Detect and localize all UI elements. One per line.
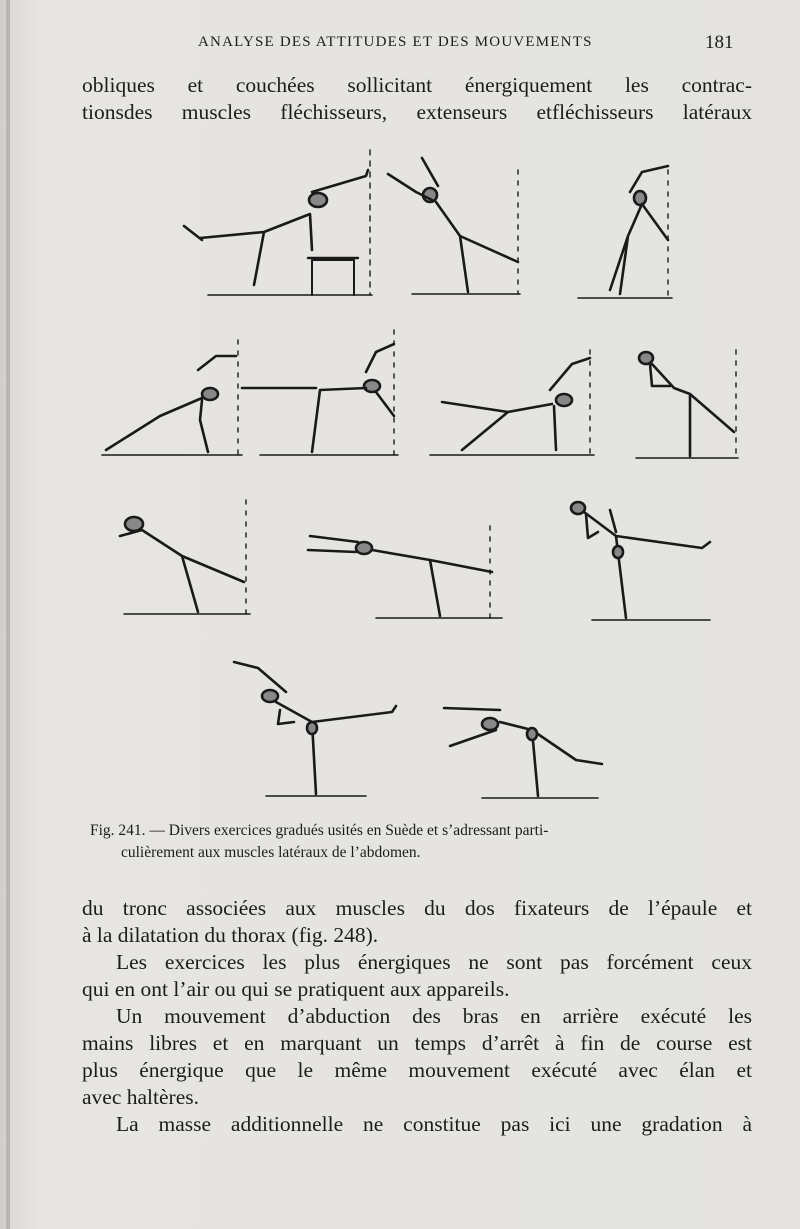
exercise-figures-illustration [90, 140, 760, 820]
figure-standing-with-chair [578, 166, 672, 298]
figure-stance-on-stool [184, 150, 372, 295]
figure-lunge-low [102, 340, 242, 455]
text-line: plus énergique que le même mouvement exécuté avec élan et [82, 1058, 752, 1082]
running-title: ANALYSE DES ATTITUDES ET DES MOUVEMENTS [198, 34, 593, 50]
text-line: qui en ont l’air ou qui se pratiquent aux appareils. [82, 977, 510, 1001]
page-number: 181 [705, 32, 734, 53]
figure-arabesque [571, 502, 710, 620]
figure-t-balance-leg-raised [242, 330, 398, 455]
text-line: obliques et couchées sollicitant énergiquement les contrac- [82, 73, 752, 97]
figure-exercises [90, 140, 760, 820]
figure-forward-bend [636, 350, 738, 458]
figure-leaning-reach [120, 500, 250, 614]
top-paragraph [82, 72, 752, 126]
text-line: du tronc associées aux muscles du dos fixateurs de l’épaule et [82, 896, 752, 920]
text-line: Un mouvement d’abduction des bras en arrière exécuté les [116, 1004, 752, 1028]
figure-caption [90, 820, 754, 864]
page-gutter-shadow [6, 0, 10, 1229]
text-line: mains libres et en marquant un temps d’arrêt à fin de course est [82, 1031, 752, 1055]
figure-side-bend-arms-raised [388, 158, 520, 294]
caption-line: culièrement aux muscles latéraux de l’abdomen. [121, 844, 421, 861]
caption-line: Fig. 241. — Divers exercices gradués usités en Suède et s’adressant parti- [90, 822, 549, 839]
figure-horizontal-leg-lift [444, 708, 602, 798]
figure-horizontal-arms-forward [308, 526, 502, 618]
text-line: La masse additionnelle ne constitue pas ici une gradation à [116, 1112, 752, 1136]
text-line: avec haltères. [82, 1085, 199, 1109]
figure-lean-arm-overhead [234, 662, 396, 796]
body-text [82, 895, 752, 1138]
figure-reclined-diagonal [430, 350, 594, 455]
text-line: Les exercices les plus énergiques ne sont pas forcément ceux [116, 950, 752, 974]
text-line: tionsdes muscles fléchisseurs, extenseurs etfléchisseurs latéraux [82, 100, 752, 124]
running-head [0, 30, 800, 60]
text-line: à la dilatation du thorax (fig. 248). [82, 923, 379, 947]
